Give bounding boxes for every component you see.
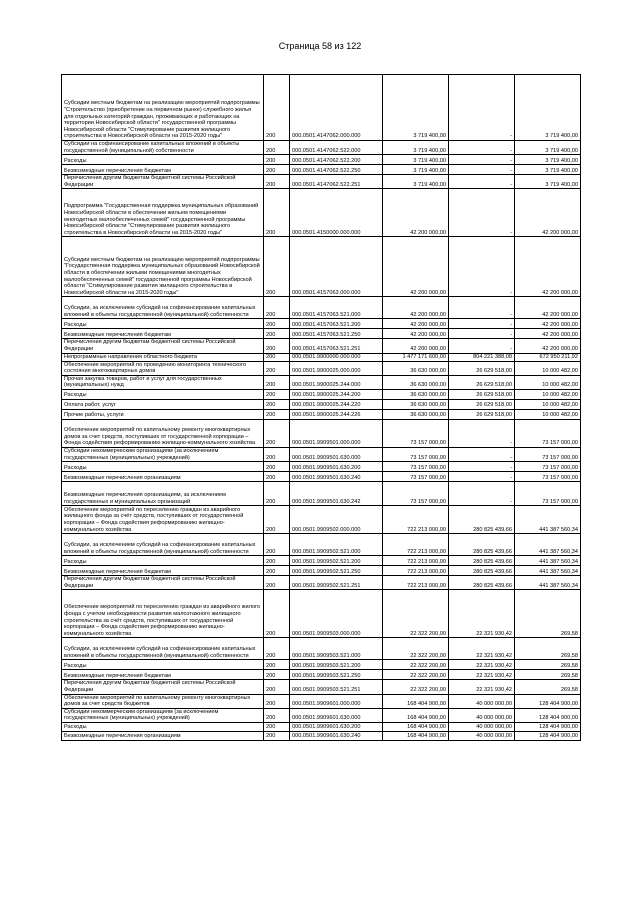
row-executed-amount: -	[449, 462, 515, 472]
row-unexecuted-amount: 441 387 560,34	[515, 576, 581, 590]
row-executed-amount: -	[449, 189, 515, 237]
table-row	[62, 660, 581, 670]
row-name: Субсидии некоммерческим организациям (за исключением государственных (муниципальных) учреждений)	[62, 708, 264, 722]
row-unexecuted-amount: 73 157 000,00	[515, 482, 581, 506]
row-name: Субсидии местным бюджетам на реализацию мероприятий подпрограммы "Государственная поддержка муниципальных образований Новосибирской области в обеспечении жилыми помещениями многодетных малообеспеченных семей" государственной программы Новосибирской области "Стимулирование развития жилищного строительства в Новосибирской области на 2015-2020 годы"	[62, 237, 264, 297]
row-line-code: 200	[264, 339, 290, 353]
row-classification-code: 000.0501.9909501.000.000	[290, 419, 383, 447]
row-line-code: 200	[264, 361, 290, 375]
row-executed-amount: -	[449, 419, 515, 447]
row-approved-amount: 3 719 400,00	[383, 165, 449, 175]
table-row	[62, 472, 581, 482]
row-unexecuted-amount: 269,58	[515, 660, 581, 670]
row-classification-code: 000.0501.9909601.630.240	[290, 731, 383, 740]
table-row	[62, 141, 581, 155]
row-line-code: 200	[264, 75, 290, 141]
table-row	[62, 447, 581, 461]
row-line-code: 200	[264, 670, 290, 680]
row-unexecuted-amount: 269,58	[515, 680, 581, 694]
row-classification-code: 000.0501.9909501.630.240	[290, 472, 383, 482]
row-line-code: 200	[264, 462, 290, 472]
row-unexecuted-amount: 3 719 400,00	[515, 175, 581, 189]
row-name: Перечисления другим бюджетам бюджетной системы Российской Федерации	[62, 576, 264, 590]
row-line-code: 200	[264, 319, 290, 329]
table-row	[62, 389, 581, 399]
row-approved-amount: 73 157 000,00	[383, 462, 449, 472]
row-name: Расходы	[62, 389, 264, 399]
page-number-header: Страница 58 из 122	[278, 41, 362, 51]
row-classification-code: 000.0501.9900025.244.226	[290, 409, 383, 419]
row-name: Обеспечение мероприятий по переселению граждан из аварийного жилищного фонда за счёт средств, поступивших от государственной корпорации – Фонда содействия реформированию жилищно-коммунального хозяйства	[62, 506, 264, 534]
table-row	[62, 409, 581, 419]
row-line-code: 200	[264, 399, 290, 409]
row-approved-amount: 42 200 000,00	[383, 339, 449, 353]
row-name: Перечисления другим бюджетам бюджетной системы Российской Федерации	[62, 339, 264, 353]
row-executed-amount: 26 629 518,00	[449, 375, 515, 389]
row-name: Подпрограмма "Государственная поддержка муниципальных образований Новосибирской области в обеспечении жильем помещениями многодетных малообеспеченных семей" государственной программы Новосибирской области "Стимулирование развития жилищного строительства в Новосибирской области на 2015-2020 годы"	[62, 189, 264, 237]
table-row	[62, 189, 581, 237]
row-line-code: 200	[264, 680, 290, 694]
row-unexecuted-amount: 441 387 560,34	[515, 556, 581, 566]
row-executed-amount: 280 825 439,66	[449, 576, 515, 590]
row-classification-code: 000.0501.9909501.630.242	[290, 482, 383, 506]
row-classification-code: 000.0501.9900025.244.000	[290, 375, 383, 389]
row-approved-amount: 22 322 200,00	[383, 590, 449, 638]
row-line-code: 200	[264, 590, 290, 638]
row-name: Безвозмездные перечисления организациям	[62, 472, 264, 482]
row-name: Безвозмездные перечисления бюджетам	[62, 329, 264, 339]
row-approved-amount: 42 200 000,00	[383, 297, 449, 319]
row-classification-code: 000.0501.9900025.244.220	[290, 399, 383, 409]
row-unexecuted-amount: 128 404 900,00	[515, 694, 581, 708]
table-row	[62, 297, 581, 319]
table-row	[62, 670, 581, 680]
row-approved-amount: 1 477 171 600,00	[383, 353, 449, 361]
table-row	[62, 155, 581, 165]
row-classification-code: 000.0501.9909503.000.000	[290, 590, 383, 638]
budget-execution-table	[61, 74, 581, 741]
row-executed-amount: 280 825 439,66	[449, 506, 515, 534]
row-name: Перечисления другим бюджетам бюджетной системы Российской Федерации	[62, 175, 264, 189]
table-body	[62, 75, 581, 741]
row-unexecuted-amount: 10 000 482,00	[515, 389, 581, 399]
row-executed-amount: 280 825 439,66	[449, 566, 515, 576]
row-line-code: 200	[264, 329, 290, 339]
row-executed-amount: -	[449, 472, 515, 482]
table-row	[62, 375, 581, 389]
row-approved-amount: 22 322 200,00	[383, 670, 449, 680]
row-name: Перечисления другим бюджетам бюджетной системы Российской Федерации	[62, 680, 264, 694]
row-name: Безвозмездные перечисления бюджетам	[62, 165, 264, 175]
row-line-code: 200	[264, 731, 290, 740]
table-row	[62, 556, 581, 566]
row-line-code: 200	[264, 556, 290, 566]
row-approved-amount: 168 404 900,00	[383, 731, 449, 740]
row-approved-amount: 22 322 200,00	[383, 638, 449, 660]
row-name: Субсидии, за исключением субсидий на софинансирование капитальных вложений в объекты государственной (муниципальной) собственности	[62, 638, 264, 660]
row-line-code: 200	[264, 155, 290, 165]
row-line-code: 200	[264, 409, 290, 419]
row-executed-amount: 22 321 930,42	[449, 680, 515, 694]
row-name: Безвозмездные перечисления бюджетам	[62, 566, 264, 576]
row-classification-code: 000.0501.9909501.630.200	[290, 462, 383, 472]
row-line-code: 200	[264, 419, 290, 447]
row-line-code: 200	[264, 722, 290, 731]
row-unexecuted-amount: 269,58	[515, 638, 581, 660]
row-line-code: 200	[264, 694, 290, 708]
row-name: Обеспечение мероприятий по капитальному ремонту многоквартирных домов за счет средств, поступивших от государственной корпорации – Фонда содействия реформированию жилищно-коммунального хозяйства	[62, 419, 264, 447]
row-executed-amount: 40 000 000,00	[449, 708, 515, 722]
table-row	[62, 694, 581, 708]
table-row	[62, 638, 581, 660]
row-approved-amount: 22 322 200,00	[383, 680, 449, 694]
table-row	[62, 576, 581, 590]
row-approved-amount: 73 157 000,00	[383, 482, 449, 506]
row-unexecuted-amount: 42 200 000,00	[515, 319, 581, 329]
row-approved-amount: 36 630 000,00	[383, 409, 449, 419]
row-line-code: 200	[264, 472, 290, 482]
row-name: Безвозмездные перечисления бюджетам	[62, 670, 264, 680]
row-unexecuted-amount: 128 404 900,00	[515, 708, 581, 722]
row-classification-code: 000.0501.9909503.521.251	[290, 680, 383, 694]
row-approved-amount: 168 404 900,00	[383, 708, 449, 722]
row-executed-amount: 280 825 439,66	[449, 556, 515, 566]
row-executed-amount: -	[449, 175, 515, 189]
row-unexecuted-amount: 672 950 211,92	[515, 353, 581, 361]
row-executed-amount: -	[449, 165, 515, 175]
row-approved-amount: 722 213 000,00	[383, 534, 449, 556]
row-line-code: 200	[264, 375, 290, 389]
row-executed-amount: -	[449, 155, 515, 165]
row-line-code: 200	[264, 165, 290, 175]
row-approved-amount: 168 404 900,00	[383, 722, 449, 731]
row-classification-code: 000.0501.9909502.521.000	[290, 534, 383, 556]
row-name: Расходы	[62, 660, 264, 670]
table-row	[62, 361, 581, 375]
row-name: Обеспечение мероприятий по проведению мониторинга технического состояния многоквартирных домов	[62, 361, 264, 375]
row-classification-code: 000.0501.9900025.000.000	[290, 361, 383, 375]
row-name: Расходы	[62, 556, 264, 566]
table-row	[62, 419, 581, 447]
row-line-code: 200	[264, 297, 290, 319]
row-classification-code: 000.0501.9909503.521.250	[290, 670, 383, 680]
row-unexecuted-amount: 42 200 000,00	[515, 189, 581, 237]
row-line-code: 200	[264, 141, 290, 155]
row-executed-amount: -	[449, 329, 515, 339]
row-name: Непрограммные направления областного бюджета	[62, 353, 264, 361]
row-unexecuted-amount: 10 000 482,00	[515, 375, 581, 389]
row-line-code: 200	[264, 506, 290, 534]
row-name: Безвозмездные перечисления организациям, за исключением государственных и муниципальных организаций	[62, 482, 264, 506]
row-classification-code: 000.0501.4157063.521.000	[290, 297, 383, 319]
row-line-code: 200	[264, 534, 290, 556]
row-executed-amount: -	[449, 447, 515, 461]
row-line-code: 200	[264, 708, 290, 722]
row-name: Прочие работы, услуги	[62, 409, 264, 419]
row-name: Субсидии на софинансирование капитальных вложений в объекты государственной (муниципальной) собственности	[62, 141, 264, 155]
row-executed-amount: 26 629 518,00	[449, 389, 515, 399]
row-classification-code: 000.0501.4157063.521.250	[290, 329, 383, 339]
row-classification-code: 000.0501.9909502.000.000	[290, 506, 383, 534]
row-classification-code: 000.0501.4157063.521.251	[290, 339, 383, 353]
table-row	[62, 353, 581, 361]
row-unexecuted-amount: 3 719 400,00	[515, 165, 581, 175]
row-approved-amount: 722 213 000,00	[383, 566, 449, 576]
row-executed-amount: 40 000 000,00	[449, 722, 515, 731]
row-approved-amount: 22 322 200,00	[383, 660, 449, 670]
row-name: Субсидии некоммерческим организациям (за исключением государственных (муниципальных) учреждений)	[62, 447, 264, 461]
row-unexecuted-amount: 73 157 000,00	[515, 447, 581, 461]
row-executed-amount: 22 321 930,42	[449, 590, 515, 638]
row-executed-amount: -	[449, 339, 515, 353]
row-classification-code: 000.0501.9909601.630.200	[290, 722, 383, 731]
row-classification-code: 000.0501.9900025.244.200	[290, 389, 383, 399]
row-approved-amount: 722 213 000,00	[383, 576, 449, 590]
row-approved-amount: 36 630 000,00	[383, 375, 449, 389]
row-unexecuted-amount: 269,58	[515, 590, 581, 638]
row-approved-amount: 73 157 000,00	[383, 447, 449, 461]
table-row	[62, 590, 581, 638]
row-name: Расходы	[62, 319, 264, 329]
table-row	[62, 506, 581, 534]
row-approved-amount: 73 157 000,00	[383, 472, 449, 482]
row-executed-amount: -	[449, 482, 515, 506]
row-name: Расходы	[62, 462, 264, 472]
table-row	[62, 165, 581, 175]
row-line-code: 200	[264, 189, 290, 237]
row-executed-amount: -	[449, 141, 515, 155]
table-row	[62, 482, 581, 506]
row-unexecuted-amount: 42 200 000,00	[515, 297, 581, 319]
row-unexecuted-amount: 441 387 560,34	[515, 534, 581, 556]
row-classification-code: 000.0501.4147062.522.251	[290, 175, 383, 189]
row-approved-amount: 3 719 400,00	[383, 155, 449, 165]
table-row	[62, 237, 581, 297]
row-classification-code: 000.0501.4157063.521.200	[290, 319, 383, 329]
row-unexecuted-amount: 42 200 000,00	[515, 329, 581, 339]
table-row	[62, 534, 581, 556]
row-name: Обеспечение мероприятий по капитальному ремонту многоквартирных домов за счет средств бюджетов	[62, 694, 264, 708]
row-unexecuted-amount: 441 387 560,34	[515, 506, 581, 534]
row-unexecuted-amount: 10 000 482,00	[515, 361, 581, 375]
row-classification-code: 000.0501.9909601.630.000	[290, 708, 383, 722]
row-unexecuted-amount: 128 404 900,00	[515, 722, 581, 731]
row-name: Прочая закупка товаров, работ и услуг для государственных (муниципальных) нужд	[62, 375, 264, 389]
row-name: Субсидии, за исключением субсидий на софинансирование капитальных вложений в объекты государственной (муниципальной) собственности	[62, 534, 264, 556]
row-classification-code: 000.0501.9909501.630.000	[290, 447, 383, 461]
row-classification-code: 000.0501.9909503.521.000	[290, 638, 383, 660]
row-executed-amount: 40 000 000,00	[449, 731, 515, 740]
row-line-code: 200	[264, 566, 290, 576]
row-name: Расходы	[62, 722, 264, 731]
table-row	[62, 462, 581, 472]
row-executed-amount: 22 321 930,42	[449, 670, 515, 680]
row-classification-code: 000.0501.4157063.000.000	[290, 237, 383, 297]
row-classification-code: 000.0501.4150000.000.000	[290, 189, 383, 237]
row-classification-code: 000.0501.4147062.522.000	[290, 141, 383, 155]
row-executed-amount: 280 825 439,66	[449, 534, 515, 556]
row-approved-amount: 42 200 000,00	[383, 319, 449, 329]
table-row	[62, 566, 581, 576]
table-row	[62, 731, 581, 740]
row-unexecuted-amount: 73 157 000,00	[515, 472, 581, 482]
row-approved-amount: 3 719 400,00	[383, 175, 449, 189]
row-executed-amount: -	[449, 319, 515, 329]
row-unexecuted-amount: 3 719 400,00	[515, 141, 581, 155]
row-classification-code: 000.0501.9909502.521.251	[290, 576, 383, 590]
table-row	[62, 680, 581, 694]
row-executed-amount: 26 629 518,00	[449, 399, 515, 409]
row-unexecuted-amount: 73 157 000,00	[515, 419, 581, 447]
row-line-code: 200	[264, 576, 290, 590]
row-approved-amount: 36 630 000,00	[383, 389, 449, 399]
row-classification-code: 000.0501.9900000.000.000	[290, 353, 383, 361]
row-executed-amount: -	[449, 237, 515, 297]
row-approved-amount: 42 200 000,00	[383, 189, 449, 237]
row-line-code: 200	[264, 660, 290, 670]
row-line-code: 200	[264, 237, 290, 297]
row-approved-amount: 73 157 000,00	[383, 419, 449, 447]
row-unexecuted-amount: 3 719 400,00	[515, 155, 581, 165]
row-unexecuted-amount: 42 200 000,00	[515, 339, 581, 353]
table-row	[62, 339, 581, 353]
row-classification-code: 000.0501.4147062.522.250	[290, 165, 383, 175]
row-line-code: 200	[264, 447, 290, 461]
row-classification-code: 000.0501.9909502.521.250	[290, 566, 383, 576]
row-executed-amount: 804 221 388,08	[449, 353, 515, 361]
row-classification-code: 000.0501.9909503.521.200	[290, 660, 383, 670]
row-unexecuted-amount: 3 719 400,00	[515, 75, 581, 141]
table-row	[62, 399, 581, 409]
row-unexecuted-amount: 10 000 482,00	[515, 409, 581, 419]
table-row	[62, 722, 581, 731]
row-executed-amount: 22 321 930,42	[449, 638, 515, 660]
row-executed-amount: -	[449, 75, 515, 141]
row-line-code: 200	[264, 638, 290, 660]
row-name: Субсидии местным бюджетам на реализацию мероприятий подпрограммы "Строительство (приобретение на первичном рынке) служебного жилья для отдельных категорий граждан, проживающих и работающих на территории Новосибирской области" государственной программы Новосибирской области "Стимулирование развития жилищного строительства в Новосибирской области на 2015-2020 годы"	[62, 75, 264, 141]
table-row	[62, 75, 581, 141]
row-line-code: 200	[264, 482, 290, 506]
row-approved-amount: 42 200 000,00	[383, 237, 449, 297]
row-approved-amount: 3 719 400,00	[383, 141, 449, 155]
row-name: Безвозмездные перечисления организациям	[62, 731, 264, 740]
row-unexecuted-amount: 128 404 900,00	[515, 731, 581, 740]
row-classification-code: 000.0501.4147062.000.000	[290, 75, 383, 141]
row-executed-amount: 26 629 518,00	[449, 409, 515, 419]
row-classification-code: 000.0501.4147062.522.200	[290, 155, 383, 165]
table-row	[62, 319, 581, 329]
row-line-code: 200	[264, 175, 290, 189]
row-approved-amount: 722 213 000,00	[383, 506, 449, 534]
row-name: Субсидии, за исключением субсидий на софинансирование капитальных вложений в объекты государственной (муниципальной) собственности	[62, 297, 264, 319]
table-row	[62, 708, 581, 722]
row-classification-code: 000.0501.9909601.000.000	[290, 694, 383, 708]
row-classification-code: 000.0501.9909502.521.200	[290, 556, 383, 566]
row-approved-amount: 36 630 000,00	[383, 361, 449, 375]
row-approved-amount: 722 213 000,00	[383, 556, 449, 566]
row-executed-amount: 40 000 000,00	[449, 694, 515, 708]
table-row	[62, 175, 581, 189]
row-unexecuted-amount: 73 157 000,00	[515, 462, 581, 472]
row-name: Оплата работ, услуг	[62, 399, 264, 409]
row-line-code: 200	[264, 389, 290, 399]
row-executed-amount: -	[449, 297, 515, 319]
row-approved-amount: 42 200 000,00	[383, 329, 449, 339]
row-approved-amount: 36 630 000,00	[383, 399, 449, 409]
row-approved-amount: 168 404 900,00	[383, 694, 449, 708]
row-executed-amount: 26 629 518,00	[449, 361, 515, 375]
row-unexecuted-amount: 269,58	[515, 670, 581, 680]
row-name: Обеспечение мероприятий по переселению граждан из аварийного жилого фонда с учетом необходимости развития малоэтажного жилищного строительства за счёт средств, поступивших от государственной корпорации – Фонда содействия реформированию жилищно-коммунального хозяйства	[62, 590, 264, 638]
row-approved-amount: 3 719 400,00	[383, 75, 449, 141]
row-unexecuted-amount: 441 387 560,34	[515, 566, 581, 576]
row-line-code: 200	[264, 353, 290, 361]
row-name: Расходы	[62, 155, 264, 165]
row-unexecuted-amount: 42 200 000,00	[515, 237, 581, 297]
row-executed-amount: 22 321 930,42	[449, 660, 515, 670]
row-unexecuted-amount: 10 000 482,00	[515, 399, 581, 409]
table-row	[62, 329, 581, 339]
